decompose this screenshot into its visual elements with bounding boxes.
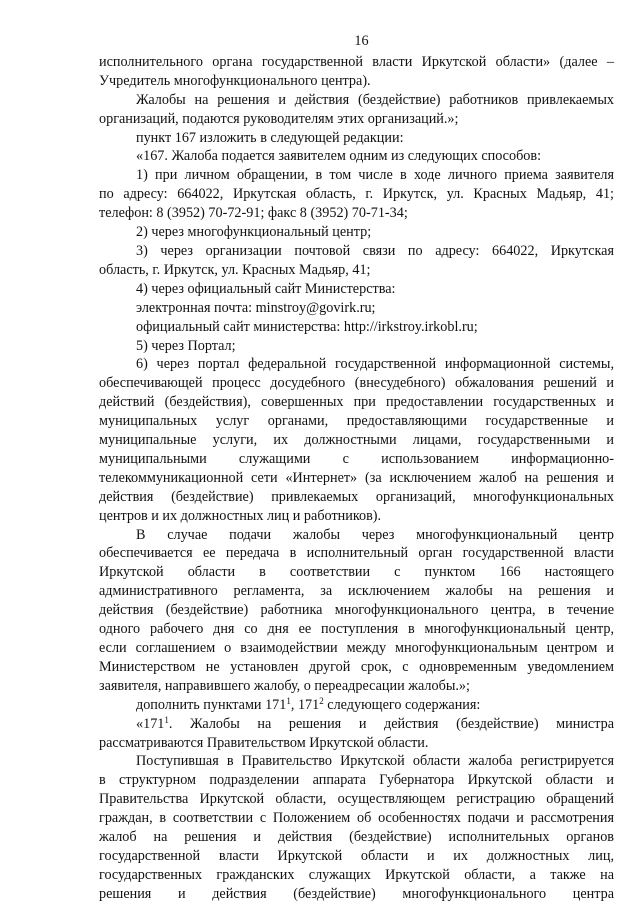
document-body bbox=[99, 53, 614, 696]
text-line: 3) через организации почтовой связи по адресу: 664022, Иркутская bbox=[136, 242, 614, 259]
supplement-prefix: дополнить пунктами 171 bbox=[136, 696, 287, 713]
text-line: центров и их должностных лиц и работников). bbox=[99, 507, 382, 524]
page-number: 16 bbox=[354, 33, 369, 49]
superscript: 1 bbox=[164, 714, 169, 725]
text-line: государственных гражданских служащих Иркутской области, а также на bbox=[99, 866, 614, 883]
text-line: по адресу: 664022, Иркутская область, г. Иркутск, ул. Красных Мадьяр, 41; bbox=[99, 186, 614, 203]
document-body-continued bbox=[99, 734, 614, 904]
text-line: Иркутской области в соответствии с пунктом 166 настоящего bbox=[99, 564, 614, 581]
item-171-suffix: . Жалобы на решения и действия (бездействие) министра bbox=[168, 715, 614, 732]
text-line: Министерством не установлен другой срок, с одновременным уведомлением bbox=[99, 658, 614, 675]
text-line: телекоммуникационной сети «Интернет» (за исключением жалоб на решения и bbox=[99, 469, 614, 486]
text-line: одного рабочего дня со дня ее поступления в многофункциональный центр, bbox=[99, 621, 614, 638]
text-line: граждан, в соответствии с Положением об особенностях подачи и рассмотрения bbox=[99, 810, 614, 827]
text-line: муниципальные услуги, их должностными лицами, государственными и bbox=[99, 432, 614, 449]
superscript: 2 bbox=[319, 695, 324, 706]
text-line: заявителя, направившего жалобу, о переадресации жалобы.»; bbox=[99, 677, 470, 694]
text-line: «167. Жалоба подается заявителем одним из следующих способов: bbox=[136, 148, 542, 165]
text-line: 2) через многофункциональный центр; bbox=[136, 224, 372, 241]
text-line: организаций, подаются руководителям этих организаций.»; bbox=[99, 110, 459, 127]
text-line: Правительства Иркутской области, осуществляющем регистрацию обращений bbox=[99, 791, 614, 808]
text-line: рассматриваются Правительством Иркутской области. bbox=[99, 734, 429, 751]
supplement-line bbox=[99, 696, 614, 715]
text-line: муниципальными служащими с использованием информационно- bbox=[99, 450, 614, 467]
text-line: Поступившая в Правительство Иркутской области жалоба регистрируется bbox=[136, 753, 614, 770]
text-line: если соглашением о взаимодействии между многофункциональным центром и bbox=[99, 640, 614, 656]
text-line: пункт 167 изложить в следующей редакции: bbox=[136, 129, 404, 146]
text-line: телефон: 8 (3952) 70-72-91; факс 8 (3952) 70-71-34; bbox=[99, 205, 408, 222]
text-line: область, г. Иркутск, ул. Красных Мадьяр, 41; bbox=[99, 261, 371, 278]
text-line: Учредитель многофункционального центра). bbox=[99, 72, 371, 89]
text-line: обеспечивающей процесс досудебного (внесудебного) обжалования решений и bbox=[99, 375, 614, 392]
text-line: В случае подачи жалобы через многофункциональный центр bbox=[136, 526, 614, 543]
text-line: действий (бездействия), совершенных при предоставлении государственных и bbox=[99, 394, 614, 411]
text-line: 6) через портал федеральной государственной информационной системы, bbox=[136, 356, 614, 373]
supplement-middle: , 171 bbox=[290, 696, 320, 713]
text-line: в структурном подразделении аппарата Губернатора Иркутской области и bbox=[99, 772, 614, 789]
text-line: 4) через официальный сайт Министерства: bbox=[136, 280, 396, 297]
text-line: решения и действия (бездействие) многофункционального центра bbox=[99, 885, 614, 902]
item-171-prefix: «171 bbox=[136, 715, 165, 732]
supplement-suffix: следующего содержания: bbox=[323, 696, 481, 713]
text-line: муниципальных услуг органами, предоставляющими государственные и bbox=[99, 413, 614, 430]
text-line: исполнительного органа государственной власти Иркутской области» (далее – bbox=[99, 53, 614, 70]
text-line: действия (бездействие) работника многофункционального центра, в течение bbox=[99, 602, 614, 619]
text-line: официальный сайт министерства: http://irkstroy.irkobl.ru; bbox=[136, 318, 478, 335]
superscript: 1 bbox=[286, 695, 291, 706]
text-line: административного регламента, за исключением жалобы на решения и bbox=[99, 583, 614, 600]
text-line: государственной власти Иркутской области и их должностных лиц, bbox=[99, 847, 614, 864]
text-line: обеспечивается ее передача в исполнительный орган государственной власти bbox=[99, 545, 614, 562]
text-line: электронная почта: minstroy@govirk.ru; bbox=[136, 299, 376, 316]
text-line: действия (бездействие) привлекаемых организаций, многофункциональных bbox=[99, 488, 614, 505]
item-171-line bbox=[99, 715, 614, 734]
text-line: 1) при личном обращении, в том числе в ходе личного приема заявителя bbox=[136, 167, 614, 184]
text-line: 5) через Портал; bbox=[136, 337, 236, 354]
text-line: жалоб на решения и действия (бездействие) исполнительных органов bbox=[99, 829, 614, 846]
text-line: Жалобы на решения и действия (бездействие) работников привлекаемых bbox=[136, 91, 614, 108]
